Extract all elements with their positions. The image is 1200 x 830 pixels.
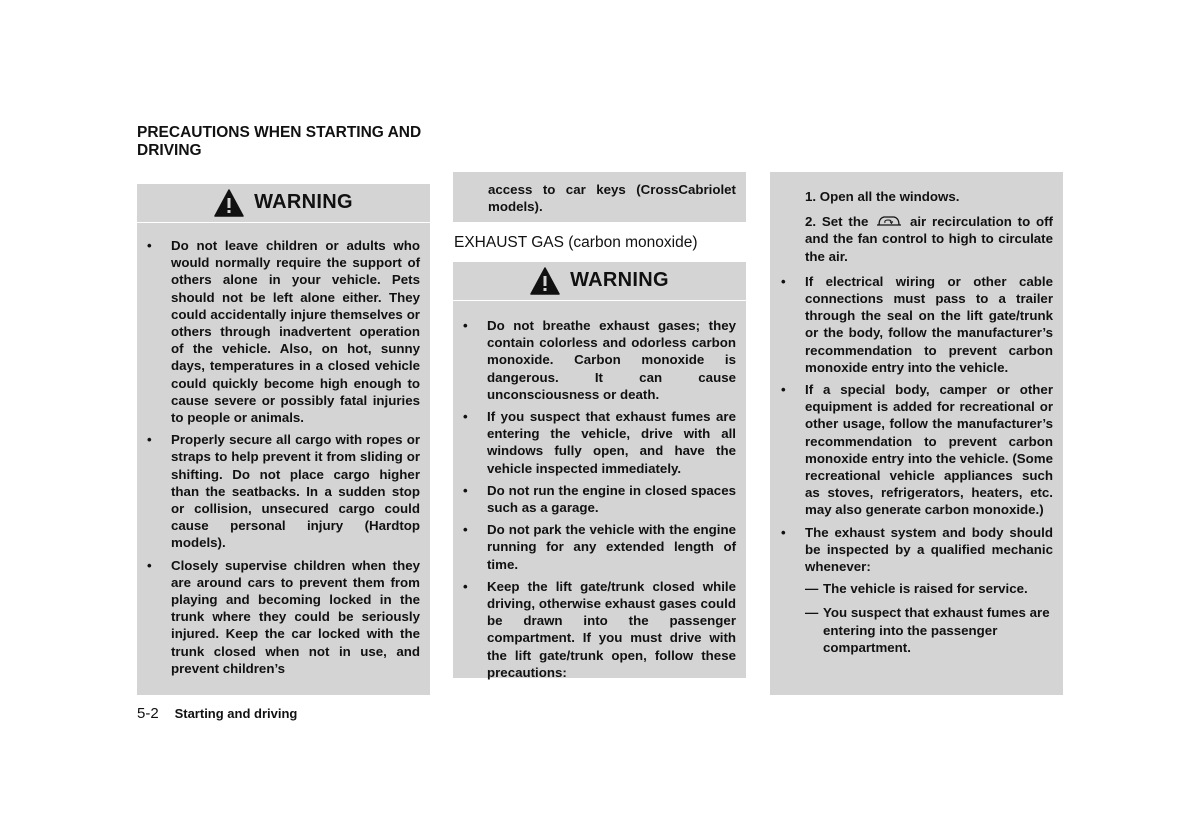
warning-continuation-box	[770, 172, 1063, 695]
list-item: — The vehicle is raised for service.	[823, 580, 1053, 597]
warning-bullet-list	[805, 273, 1053, 575]
warning-box-children	[137, 184, 430, 695]
warning-triangle-icon	[530, 267, 560, 295]
list-item: • Keep the lift gate/trunk closed while driving, otherwise exhaust gases could be drawn into the passenger compartment. If you must drive with the lift gate/trunk open, follow these precautions:	[487, 578, 736, 681]
list-item: • The exhaust system and body should be inspected by a qualified mechanic whenever:	[805, 524, 1053, 576]
air-recirculation-icon	[876, 215, 902, 227]
warning-continuation-box	[453, 172, 746, 222]
list-item: • Do not leave children or adults who would normally require the support of others alone in your vehicle. Pets should not be left alone either. They could accidentally injure themselves or others through inadvertent operation of the vehicle. Also, on hot, sunny days, temperatures in a closed vehicle could quickly become high enough to cause severe or possibly fatal injuries to people or animals.	[171, 237, 420, 426]
continuation-text: access to car keys (CrossCabriolet models).	[488, 182, 736, 215]
step-2-end: air recirculation to off and the fan control to high to circulate the air.	[805, 214, 1053, 264]
step-1: 1. Open all the windows.	[805, 189, 960, 204]
list-item: • Do not park the vehicle with the engine running for any extended length of time.	[487, 521, 736, 573]
list-item: • Do not run the engine in closed spaces such as a garage.	[487, 482, 736, 516]
warning-bullet-list	[171, 237, 420, 677]
list-item: • Properly secure all cargo with ropes or straps to help prevent it from sliding or shifting. Do not place cargo higher than the seatbacks. In a sudden stop or collision, unsecured cargo could cause personal injury (Hardtop models).	[171, 431, 420, 551]
list-item: • Do not breathe exhaust gases; they contain colorless and odorless carbon monoxide. Carbon monoxide is dangerous. It can cause unconsciousness or death.	[487, 317, 736, 403]
warning-header	[137, 184, 430, 223]
chapter-label: Starting and driving	[174, 706, 298, 721]
list-item: • Closely supervise children when they are around cars to prevent them from playing and becoming locked in the trunk where they could be seriously injured. Keep the car locked with the trunk closed when not in use, and prevent children’s	[171, 557, 420, 677]
warning-header	[453, 262, 746, 301]
step-2	[805, 213, 1053, 265]
list-item: • If you suspect that exhaust fumes are entering the vehicle, drive with all windows fully open, and have the vehicle inspected immediately.	[487, 408, 736, 477]
list-item: • If a special body, camper or other equipment is added for recreational or other usage, follow the manufacturer’s recommendation to prevent carbon monoxide entry into the vehicle. (Some recreational vehicle appliances such as stoves, refrigerators, heaters, etc. may also generate carbon monoxide.)	[805, 381, 1053, 519]
page-number: 5-2	[137, 705, 159, 722]
section-title: PRECAUTIONS WHEN STARTING AND DRIVING	[137, 124, 422, 159]
warning-box-exhaust	[453, 262, 746, 678]
inspection-conditions-list	[805, 580, 1053, 656]
warning-triangle-icon	[214, 189, 244, 217]
list-item: • If electrical wiring or other cable connections must pass to a trailer through the seal on the lift gate/trunk or the body, follow the manufacturer’s recommendation to prevent carbon monoxide entry into the vehicle.	[805, 273, 1053, 376]
page-footer	[137, 704, 297, 723]
list-item: — You suspect that exhaust fumes are entering into the passenger compartment.	[823, 604, 1053, 656]
warning-label: WARNING	[570, 269, 669, 292]
step-2-start: 2. Set the	[805, 214, 869, 230]
exhaust-gas-subheading: EXHAUST GAS (carbon monoxide)	[454, 234, 698, 251]
warning-bullet-list	[487, 317, 736, 681]
warning-label: WARNING	[254, 191, 353, 214]
